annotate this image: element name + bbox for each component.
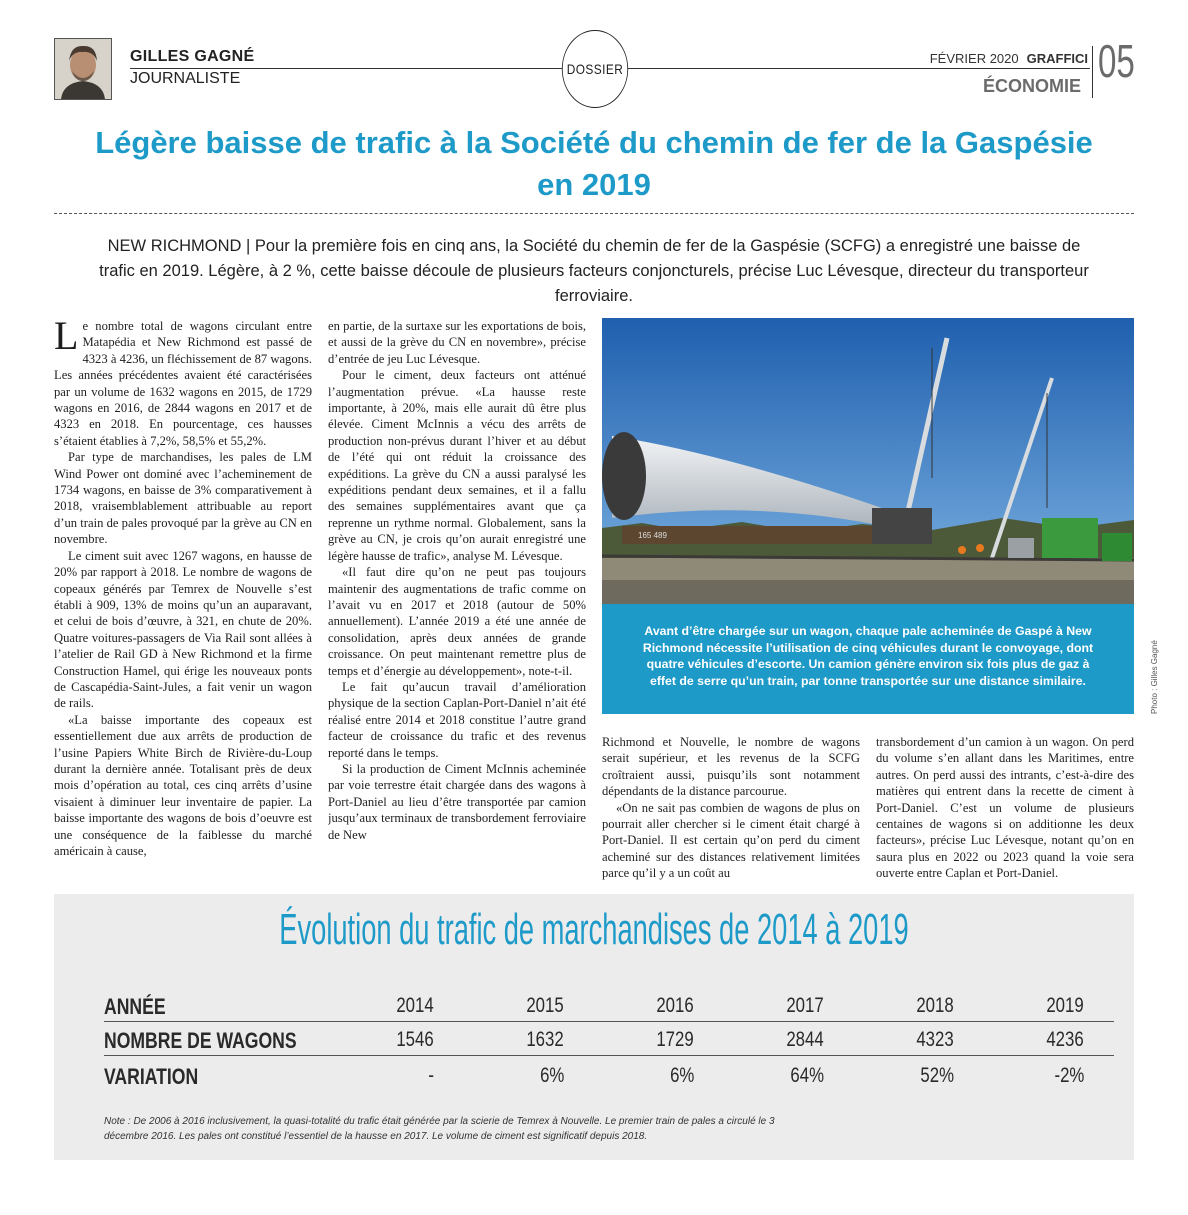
row-label: ANNÉE [104,994,166,1019]
table-divider [104,1055,1114,1056]
table-title: Évolution du trafic de marchandises de 2014 à 2019 [279,905,909,954]
table-cell: 2017 [786,994,824,1017]
paragraph: «On ne sait pas combien de wagons de plus on pourrait aller chercher si le ciment était chargé à Port-Daniel. Il est certain qu’on perd du ciment acheminé sur des distances relativement limitées parce qu’il y a un coût au [602,800,860,881]
dossier-badge: DOSSIER [562,30,628,108]
table-row-wagons [104,1028,1114,1056]
drop-cap: L [54,318,79,358]
photo-caption: Avant d’être chargée sur un wagon, chaque pale acheminée de Gaspé à New Richmond nécessite l’utilisation de cinq véhicules durant le convoyage, dont quatre véhicules d’escorte. Un camion génère environ six fois plus de gaz à effet de serre qu’un train, par tonne transportée sur une distance similaire. [602,604,1134,714]
table-cell: 2844 [786,1028,824,1051]
table-cell: 2018 [916,994,954,1017]
table-cell: 2019 [1046,994,1084,1017]
paragraph: «Il faut dire qu’on ne peut pas toujours maintenir des augmentations de trafic comme on l’avait vu en 2017 et 2018 (autour de 50% annuellement). L’année 2019 a été une année de consolidation, après deux années de grande croissance. On peut maintenant remettre plus de temps et d’énergie au développement», note-t-il. [328,565,586,678]
paragraph: Le nombre total de wagons circulant entre Matapédia et New Richmond est passé de 4323 à 4236, un fléchissement de 87 wagons. Les années précédentes avaient été caractérisées par un volume de 1632 wagons en 2015, de 1729 wagons en 2016, de 2844 wagons en 2017 et de 4323 en 2018. En pourcentage, ces hausses s’étaient établies à 7,2%, 58,5% et 55,2%. [54,318,312,448]
wind-blade-photo [602,318,1134,604]
column-2 [328,318,586,884]
paragraph: transbordement d’un camion à un wagon. On perd du volume s’en allant dans les Maritimes, entre autres. On perd aussi des intrants, c’est-à-dire des matières qui entrent dans la recette de ciment à Port-Daniel. C’est un volume de plusieurs centaines de wagons si on additionne les deux facteurs», précise Luc Lévesque, notant qu’on en saura plus en 2022 ou 2023 quand la voie sera ouverte entre Caplan et Port-Daniel. [876,735,1134,881]
table-cell: 1632 [526,1028,564,1051]
table-cell: 6% [539,1064,564,1087]
column-4 [876,734,1134,884]
table-row-variation [104,1064,1114,1092]
table-note: Note : De 2006 à 2016 inclusivement, la quasi-totalité du trafic était générée par la scierie de Temrex à Nouvelle. Le premier train de pales a circulé le 3 décembre 2016. Les pales ont constitué l’essentiel de la hausse en 2017. Le volume de ciment est significatif depuis 2018. [104,1116,775,1142]
table-cell: -2% [1054,1064,1084,1087]
section-label: ÉCONOMIE [982,76,1081,96]
table-cell: 1546 [396,1028,434,1051]
table-divider [104,1021,1114,1022]
table-cell: 64% [790,1064,824,1087]
table-cell: 52% [920,1064,954,1087]
paragraph: Le fait qu’aucun travail d’amélioration physique de la section Caplan-Port-Daniel n’ait été réalisé entre 2014 et 2018 constitue l’autre grand facteur de croissance du trafic et des revenus reporté dans le temps. [328,679,586,760]
page-number: 05 [1098,35,1135,87]
railcar-number: 165 489 [638,531,667,540]
row-label: NOMBRE DE WAGONS [104,1028,297,1053]
table-cell: 4323 [916,1028,954,1051]
table-row-year [104,994,1114,1022]
traffic-table-box [54,894,1134,1160]
photo-credit: Photo : Gilles Gagné [1150,640,1159,714]
author-role: JOURNALISTE [130,70,241,87]
table-cell: - [428,1064,434,1087]
headline: Légère baisse de trafic à la Société du chemin de fer de la Gaspésie en 2019 [95,125,1093,202]
table-cell: 2016 [656,994,694,1017]
lead-paragraph: NEW RICHMOND | Pour la première fois en cinq ans, la Société du chemin de fer de la Gaspésie (SCFG) a enregistré une baisse de trafic en 2019. Légère, à 2 %, cette baisse découle de plusieurs facteurs conjoncturels, précise Luc Lévesque, directeur du transporteur ferroviaire. [99,237,1089,305]
paragraph: en partie, de la surtaxe sur les exportations de bois, et aussi de la grève du CN en novembre», précise d’entrée de jeu Luc Lévesque. [328,319,586,366]
paragraph: Richmond et Nouvelle, le nombre de wagons serait supérieur, et les revenus de la SCFG croîtraient aussi, puisqu’ils sont notamment dépendants de la distance parcourue. [602,735,860,799]
table-cell: 4236 [1046,1028,1084,1051]
column-1 [54,318,312,884]
issue-date: FÉVRIER 2020 [929,51,1019,66]
column-3 [602,734,860,884]
table-cell: 1729 [656,1028,694,1051]
dashed-divider [54,213,1134,214]
paragraph: Le ciment suit avec 1267 wagons, en hausse de 20% par rapport à 2018. Le nombre de wagons de copeaux générés par Temrex de Nouvelle s’est établi à 909, 13% de moins qu’un an auparavant, et celui de bois d’œuvre, à 321, en chute de 20%. Quatre voitures-passagers de Via Rail sont allées à l’atelier de Rail GD à New Richmond et la firme Construction Hamel, qui érige les nouveaux ponts de Cascapédia-Saint-Jules, a fait venir un wagon de rails. [54,548,312,711]
issue-date-line [930,51,1088,66]
publication-name: GRAFFICI [1026,51,1088,66]
table-cell: 6% [669,1064,694,1087]
page-separator [1092,46,1093,98]
paragraph: Par type de marchandises, les pales de LM Wind Power ont dominé avec l’acheminement de 1734 wagons, en baisse de 3% comparativement à 2018, vraisemblablement attribuable au report d’un train de pales provoqué par la grève au CN en novembre. [54,450,312,547]
author-name: GILLES GAGNÉ [130,48,255,65]
paragraph: Si la production de Ciment McInnis acheminée par voie terrestre était chargée dans des wagons à Port-Daniel au lieu d’être transportée par camion jusqu’aux terminaux de transbordement ferroviaire de New [328,761,586,842]
table-cell: 2015 [526,994,564,1017]
paragraph: Pour le ciment, deux facteurs ont atténué l’augmentation prévue. «La hausse reste importante, à 20%, mais elle aurait dû être plus élevée. Ciment McInnis a vécu des arrêts de production non-prévus durant l’hiver et au début de l’été qui ont réduit la croissance des expéditions. La grève du CN a aussi paralysé les expéditions pendant deux semaines, et il a fallu des semaines supplémentaires avant que ça reprenne un rythme normal. Globalement, sans la grève au CN, je crois qu’on aurait enregistré une légère hausse de trafic», analyse M. Lévesque. [328,368,586,563]
paragraph: «La baisse importante des copeaux est essentiellement due aux arrêts de production de l’usine Papiers White Birch de Rivière-du-Loup durant la dernière année. Totalisant près de deux mois d’opération au total, ces cinq arrêts d’usine visaient à diminuer leur inventaire de papier. La baisse importante des wagons de bois d’oeuvre est une conséquence de la faiblesse du marché américain à cause, [54,712,312,858]
author-photo [54,38,112,100]
table-cell: 2014 [396,994,434,1017]
row-label: VARIATION [104,1064,199,1089]
